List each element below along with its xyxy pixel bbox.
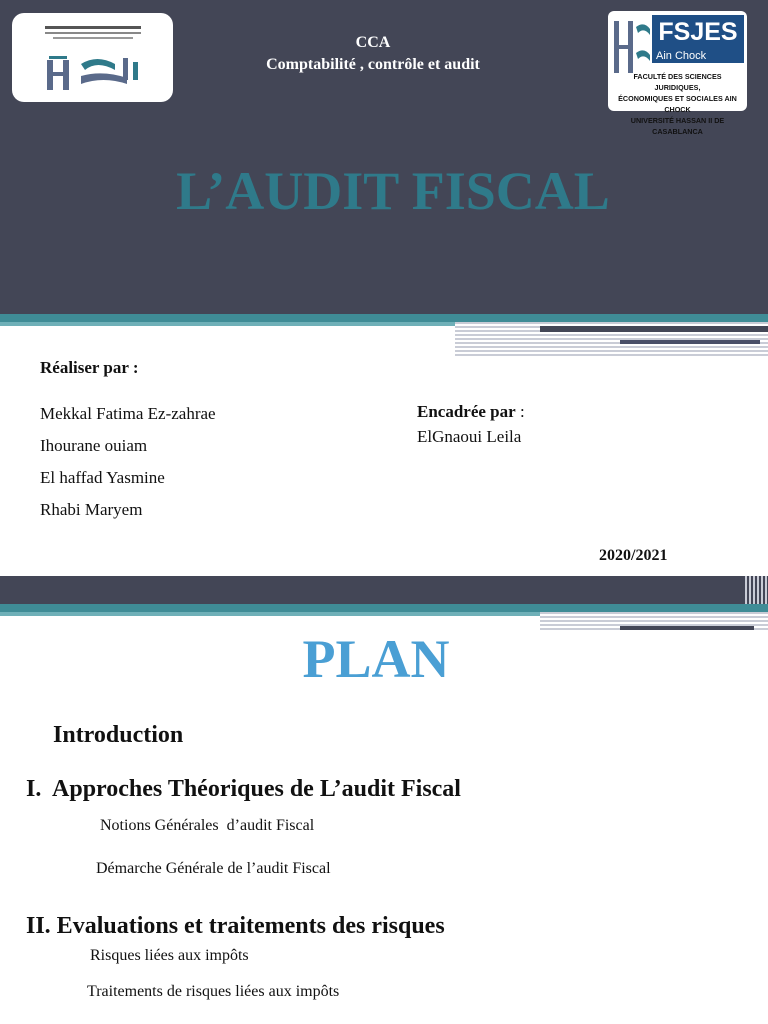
author-3: El haffad Yasmine [40, 468, 165, 487]
plan-section-2-item-2: Traitements de risques liées aux impôts [87, 983, 340, 1000]
dark-bar-small [620, 340, 760, 344]
academic-year: 2020/2021 [599, 547, 668, 564]
plan-section-1: I. Approches Théoriques de L’audit Fiscal [26, 776, 461, 802]
author-4: Rhabi Maryem [40, 500, 143, 519]
program-name: Comptabilité , contrôle et audit [266, 56, 480, 73]
fsjes-logo [608, 11, 747, 136]
plan-section-1-item-2: Démarche Générale de l’audit Fiscal [96, 860, 331, 877]
fsjes-line-3: UNIVERSITÉ HASSAN II DE CASABLANCA [630, 116, 725, 136]
plan-section-1-item-1: Notions Générales d’audit Fiscal [100, 817, 315, 834]
title-slide-header [0, 0, 768, 314]
vertical-lines [745, 576, 768, 604]
author-2: Ihourane ouiam [40, 436, 148, 455]
author-1: Mekkal Fatima Ez-zahrae [40, 404, 216, 423]
fsjes-description [610, 71, 745, 137]
plan-section-2-item-1: Risques liées aux impôts [90, 947, 249, 964]
plan-slide-header [0, 576, 768, 604]
supervisor-label-row [417, 402, 525, 422]
fsjes-name: FSJES [652, 15, 744, 49]
supervisor-name: ElGnaoui Leila [417, 427, 522, 446]
university-logo [12, 13, 173, 102]
program-code: CCA [355, 34, 391, 51]
supervisor-label: Encadrée par [417, 402, 516, 421]
dark-bar [540, 326, 768, 332]
fsjes-logo-icon [612, 17, 652, 77]
teal-stripe-2 [0, 604, 768, 612]
authors-label: Réaliser par : [40, 358, 139, 377]
program-block [200, 32, 546, 76]
plan-section-2: II. Evaluations et traitements des risques [26, 913, 445, 939]
plan-introduction: Introduction [53, 722, 184, 748]
fsjes-line-2: ÉCONOMIQUES ET SOCIALES AIN CHOCK [618, 94, 737, 114]
supervisor-colon: : [515, 402, 525, 421]
fsjes-line-1: FACULTÉ DES SCIENCES JURIDIQUES, [633, 72, 722, 92]
fsjes-subname: Ain Chock [652, 49, 744, 63]
plan-title: PLAN [302, 629, 450, 689]
teal-stripe [0, 314, 768, 322]
main-title: L’AUDIT FISCAL [176, 161, 610, 221]
university-logo-icon [23, 20, 163, 96]
